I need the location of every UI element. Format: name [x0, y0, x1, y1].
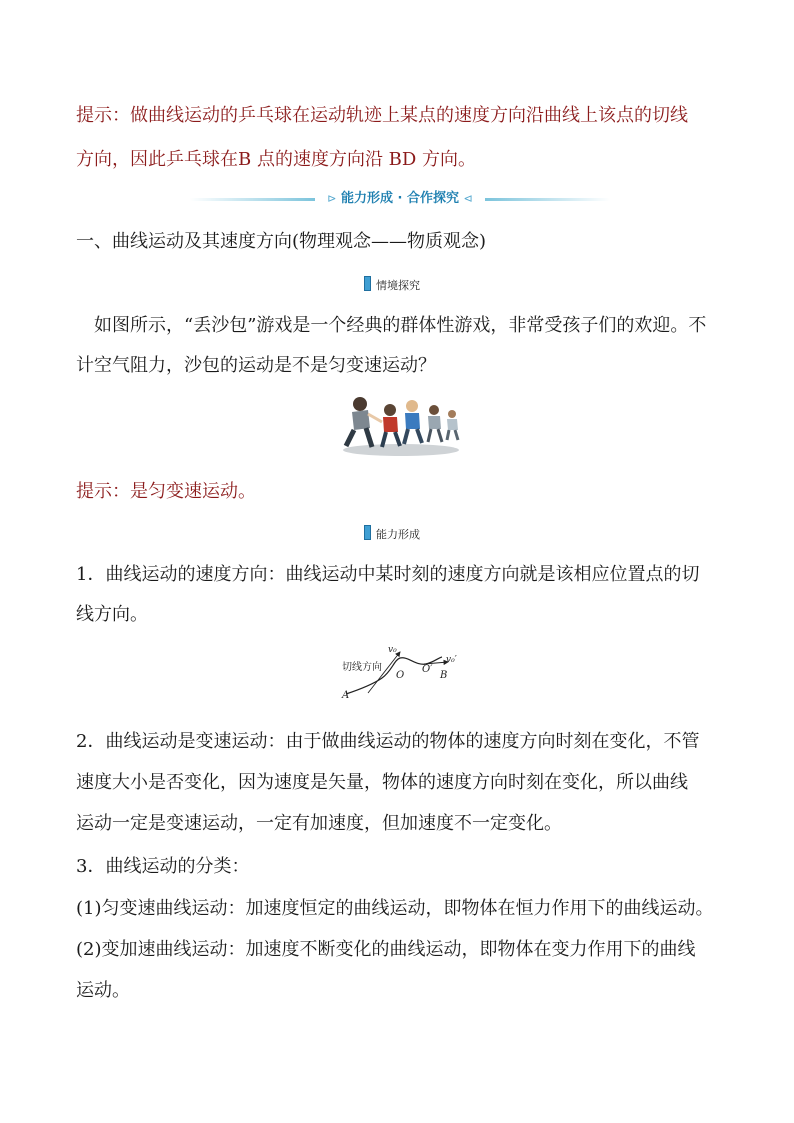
point-O-prime-label: O′	[422, 664, 433, 675]
point-1-line-1: 1．曲线运动的速度方向：曲线运动中某时刻的速度方向就是该相应位置点的切	[76, 564, 700, 585]
ability-tag	[364, 525, 420, 543]
velocity-v0-prime-label: v₀′	[446, 655, 457, 665]
banner-title: 能力形成 · 合作探究	[341, 191, 459, 206]
section-heading: 一、曲线运动及其速度方向(物理观念——物质观念)	[76, 231, 487, 252]
hint-line-2: 方向，因此乒乓球在B 点的速度方向沿 BD 方向。	[76, 149, 477, 170]
scenario-tag	[364, 276, 420, 294]
point-3-title: 3．曲线运动的分类：	[76, 856, 250, 877]
classification-item-2-line-1: (2)变加速曲线运动：加速度不断变化的曲线运动，即物体在变力作用下的曲线	[76, 939, 696, 960]
banner-right-rule	[485, 198, 610, 201]
ability-tag-label: 能力形成	[376, 528, 420, 541]
tag-marker-icon	[364, 525, 371, 540]
scenario-line-1: 如图所示，“丢沙包”游戏是一个经典的群体性游戏，非常受孩子们的欢迎。不	[94, 315, 707, 336]
scenario-tag-label: 情境探究	[376, 279, 420, 292]
arrow-left-icon: ⊲	[463, 192, 473, 205]
scenario-line-2: 计空气阻力，沙包的运动是不是匀变速运动？	[76, 355, 436, 376]
tag-marker-icon	[364, 276, 371, 291]
section-banner	[190, 188, 610, 210]
point-B-label: B	[440, 670, 448, 681]
point-2-line-1: 2．曲线运动是变速运动：由于做曲线运动的物体的速度方向时刻在变化，不管	[76, 731, 700, 752]
point-1-line-2: 线方向。	[76, 604, 148, 625]
classification-item-2-line-2: 运动。	[76, 980, 130, 1001]
point-2-line-3: 运动一定是变速运动，一定有加速度，但加速度不一定变化。	[76, 813, 562, 834]
velocity-v0-label: v₀	[388, 645, 397, 655]
tangent-direction-label: 切线方向	[342, 662, 382, 673]
banner-title-wrap	[318, 188, 482, 210]
arrow-right-icon: ⊳	[327, 192, 337, 205]
point-A-label: A	[342, 690, 350, 701]
hint-line-1: 提示：做曲线运动的乒乓球在运动轨迹上某点的速度方向沿曲线上该点的切线	[76, 105, 688, 126]
banner-left-rule	[190, 198, 315, 201]
children-playing-image	[338, 392, 464, 458]
point-2-line-2: 速度大小是否变化，因为速度是矢量，物体的速度方向时刻在变化，所以曲线	[76, 772, 688, 793]
point-O-label: O	[396, 670, 405, 681]
classification-item-1: (1)匀变速曲线运动：加速度恒定的曲线运动，即物体在恒力作用下的曲线运动。	[76, 898, 714, 919]
hint-line: 提示：是匀变速运动。	[76, 481, 256, 502]
velocity-direction-diagram	[338, 640, 468, 702]
